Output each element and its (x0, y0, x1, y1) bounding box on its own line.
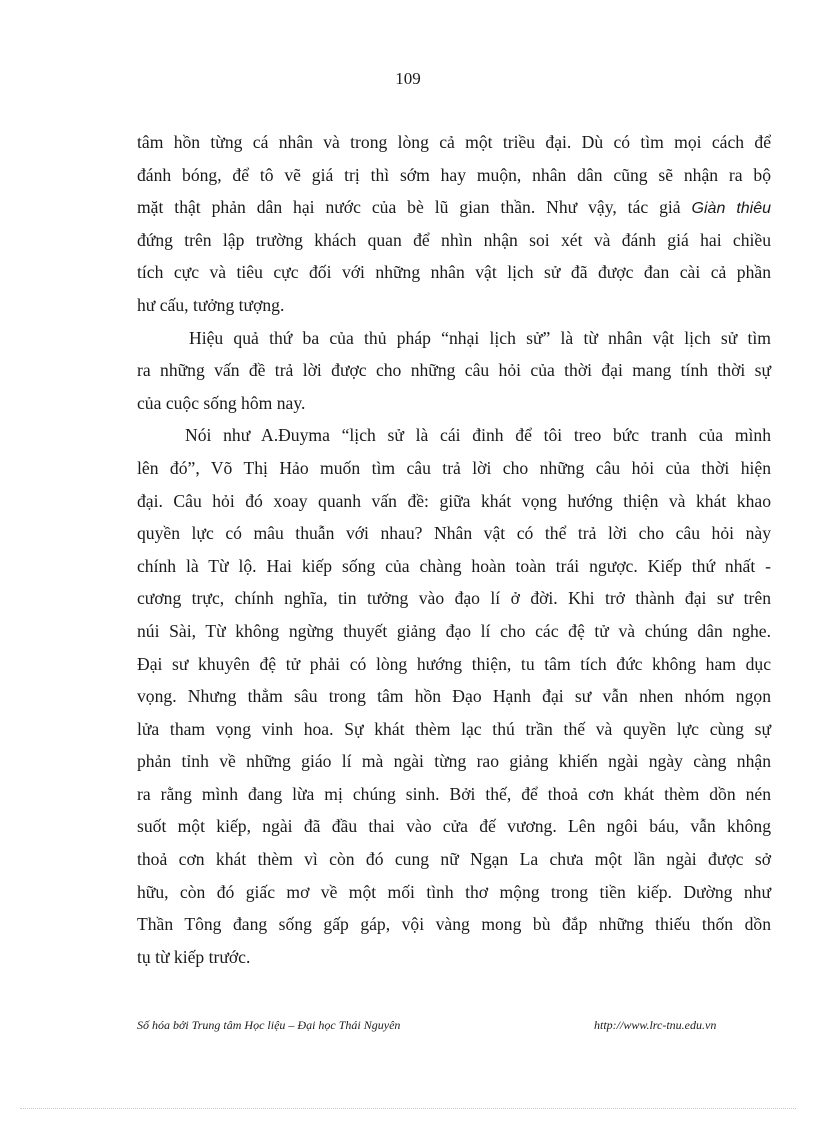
text-line: lửa tham vọng vinh hoa. Sự khát thèm lạc thú trần thế và quyền lực cùng sự (137, 718, 771, 739)
text-line: cương trực, chính nghĩa, tin tưởng vào đạo lí ở đời. Khi trở thành đại sư trên (137, 588, 771, 609)
text-segment: mặt thật phản dân hại nước của bè lũ gian thần. Như vậy, tác giả (137, 197, 681, 218)
body-text (137, 126, 771, 973)
text-line: đứng trên lập trường khách quan để nhìn nhận soi xét và đánh giá hai chiều (137, 229, 771, 250)
page-number: 109 (395, 69, 421, 88)
text-line: núi Sài, Từ không ngừng thuyết giảng đạo lí cho các đệ tử và chúng dân nghe. (137, 620, 771, 641)
text-line: của cuộc sống hôm nay. (137, 392, 306, 413)
text-line: hư cấu, tưởng tượng. (137, 294, 285, 315)
text-line: Đại sư khuyên đệ tử phải có lòng hướng thiện, tu tâm tích đức không ham dục (137, 653, 771, 674)
footer-url[interactable]: http://www.lrc-tnu.edu.vn (594, 1018, 717, 1032)
text-line: quyền lực có mâu thuẫn với nhau? Nhân vật có thể trả lời cho câu hỏi này (137, 523, 771, 544)
text-line: suốt một kiếp, ngài đã đầu thai vào cửa đế vương. Lên ngôi báu, vẫn không (137, 816, 771, 837)
text-line: Hiệu quả thứ ba của thủ pháp “nhại lịch sử” là từ nhân vật lịch sử tìm (189, 327, 771, 348)
text-line: chính là Từ lộ. Hai kiếp sống của chàng hoàn toàn trái ngược. Kiếp thứ nhất - (137, 555, 771, 576)
text-line: tâm hồn từng cá nhân và trong lòng cả một triều đại. Dù có tìm mọi cách để (137, 132, 771, 152)
text-line-with-title (137, 191, 771, 224)
text-line: ra những vấn đề trả lời được cho những câu hỏi của thời đại mang tính thời sự (137, 360, 771, 381)
text-line: tụ từ kiếp trước. (137, 946, 251, 967)
footer-source: Số hóa bởi Trung tâm Học liệu – Đại học Thái Nguyên (137, 1018, 401, 1032)
text-line: thoả cơn khát thèm vì còn đó cung nữ Ngạn La chưa một lần ngài được sở (137, 849, 771, 870)
text-line: lên đó”, Võ Thị Hảo muốn tìm câu trả lời cho những câu hỏi của thời hiện (137, 457, 771, 478)
text-line: Thần Tông đang sống gấp gáp, vội vàng mong bù đắp những thiếu thốn dồn (137, 914, 771, 935)
text-line: đại. Câu hỏi đó xoay quanh vấn đề: giữa khát vọng hướng thiện và khát khao (137, 490, 771, 511)
text-line: vọng. Nhưng thẳm sâu trong tâm hồn Đạo Hạnh đại sư vẫn nhen nhóm ngọn (137, 686, 771, 707)
text-line: đánh bóng, để tô vẽ giá trị thì sớm hay muộn, nhân dân cũng sẽ nhận ra bộ (137, 164, 771, 185)
text-line: tích cực và tiêu cực đối với những nhân vật lịch sử đã được đan cài cả phần (137, 262, 771, 283)
text-line: ra rằng mình đang lừa mị chúng sinh. Bởi thế, để thoả cơn khát thèm dồn nén (137, 783, 771, 804)
book-title: Giàn thiêu (691, 200, 772, 218)
text-line: phản tỉnh về những giáo lí mà ngài từng rao giảng khiến ngài ngày càng nhận (137, 751, 771, 772)
bottom-divider (20, 1108, 796, 1109)
text-line: hữu, còn đó giấc mơ về một mối tình thơ mộng trong tiền kiếp. Dường như (137, 881, 771, 902)
text-line: Nói như A.Đuyma “lịch sử là cái đinh để tôi treo bức tranh của mình (185, 425, 771, 446)
